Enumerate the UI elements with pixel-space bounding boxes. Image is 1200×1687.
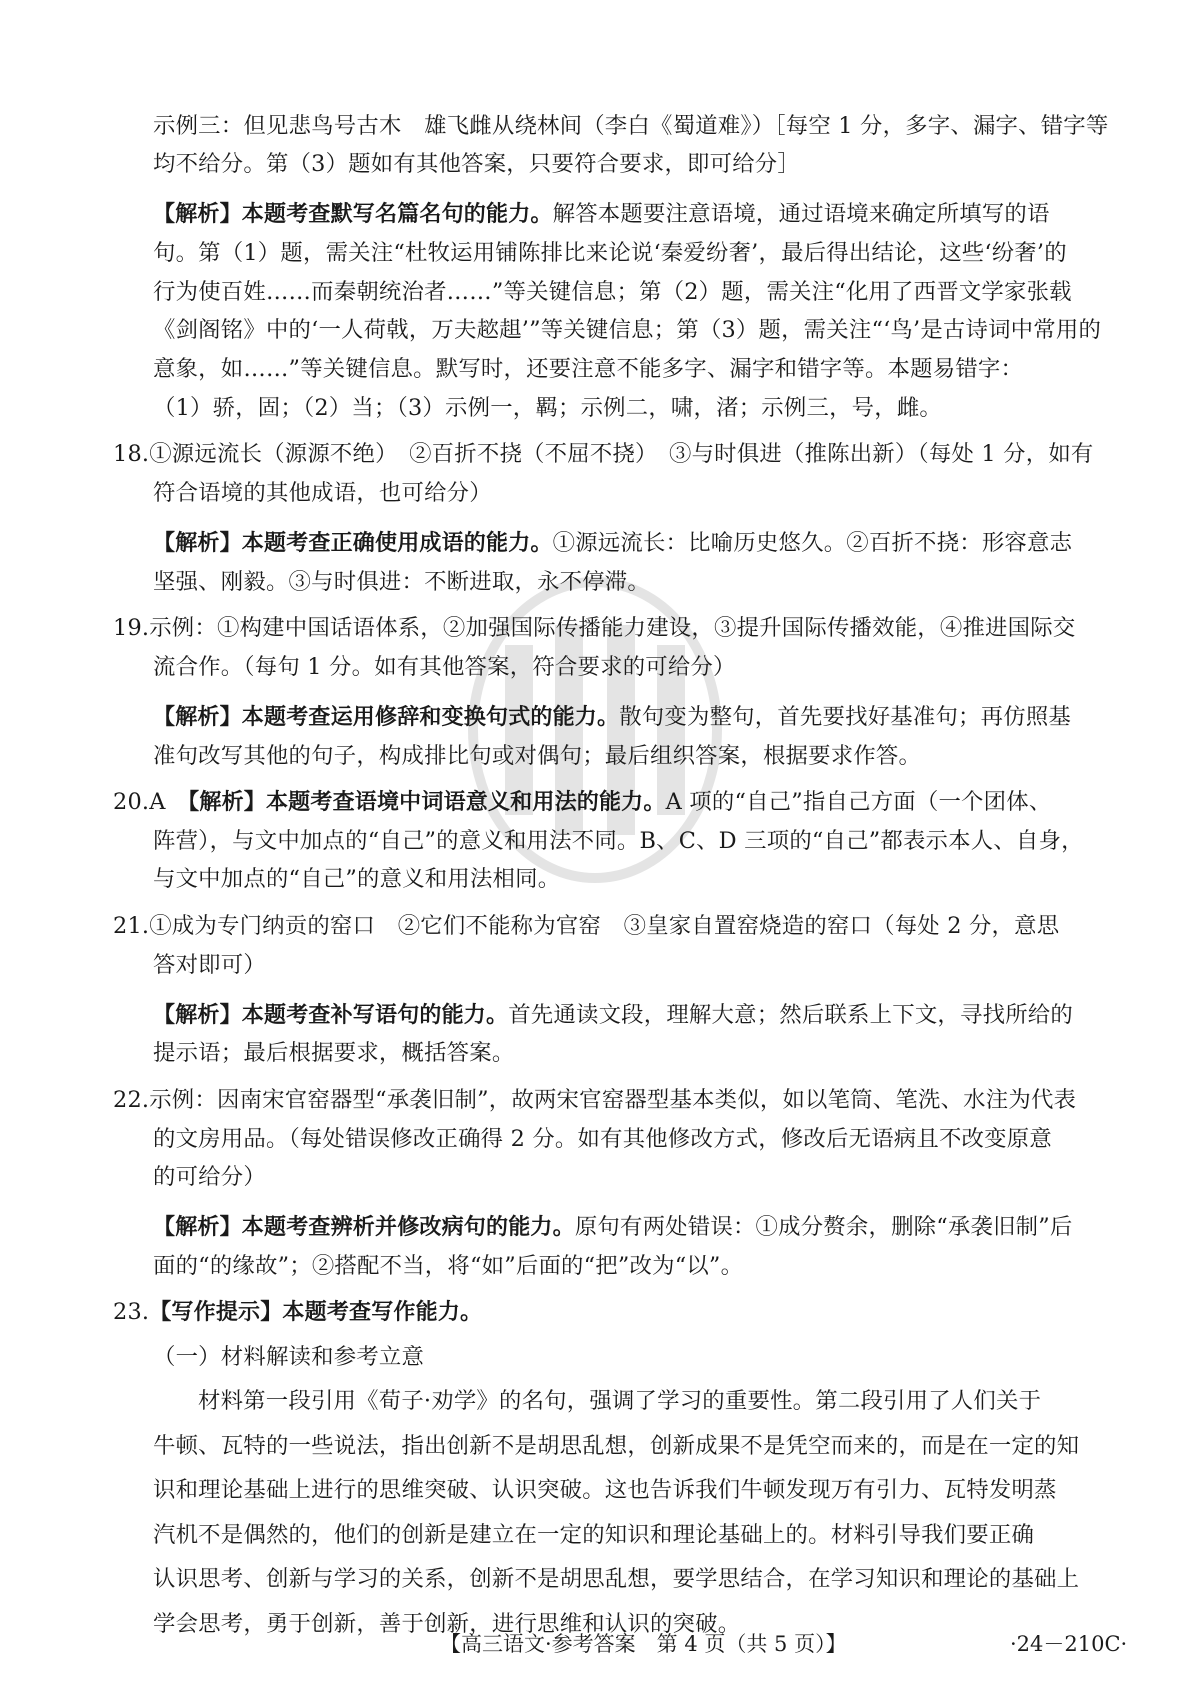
text-line [153, 1251, 1180, 1281]
line-text: 提示语；最后根据要求，概括答案。 [153, 1040, 515, 1066]
text-line [113, 1085, 1180, 1115]
text-line [153, 702, 1180, 733]
text-line [113, 439, 1180, 469]
text-line [153, 149, 1180, 179]
line-text: 坚强、刚毅。③与时俱进：不断进取，永不停滞。 [153, 569, 650, 595]
analysis-label: 【写作提示】本题考查写作能力。 [149, 1300, 483, 1325]
text-line [153, 1000, 1180, 1031]
line-text: 牛顿、瓦特的一些说法，指出创新不是胡思乱想，创新成果不是凭空而来的，而是在一定的知 [153, 1433, 1080, 1459]
text-line [153, 864, 1180, 894]
line-text: 均不给分。第（3）题如有其他答案，只要符合要求，即可给分］ [153, 151, 800, 177]
line-text: 23. [113, 1299, 150, 1325]
text-line [113, 787, 1180, 818]
text-line [153, 1038, 1180, 1068]
analysis-label: 【解析】本题考查默写名篇名句的能力。 [153, 202, 553, 227]
line-text: 与文中加点的“自己”的意义和用法相同。 [153, 866, 561, 892]
line-text: 学会思考，勇于创新，善于创新，进行思维和认识的突破。 [153, 1611, 741, 1637]
text-line [153, 528, 1180, 559]
line-text: 意象，如……”等关键信息。默写时，还要注意不能多字、漏字和错字等。本题易错字： [153, 356, 1024, 382]
line-text: 示例三：但见悲鸟号古木 雄飞雌从绕林间（李白《蜀道难》）［每空 1 分，多字、漏字、错字等 [153, 113, 1109, 139]
line-text: 《剑阁铭》中的‘一人荷戟，万夫趑趄’”等关键信息；第（3）题，需关注“‘鸟’是古诗词中常用的 [153, 317, 1102, 343]
text-line [153, 741, 1180, 771]
line-text: 21.①成为专门纳贡的窑口 ②它们不能称为官窑 ③皇家自置窑烧造的窑口（每处 2 分，意思 [113, 913, 1060, 939]
text-line [153, 354, 1180, 384]
text-line [153, 1431, 1180, 1461]
line-text: 22.示例：因南宋官窑器型“承袭旧制”，故两宋官窑器型基本类似，如以笔筒、笔洗、水注为代表 [113, 1087, 1077, 1113]
text-line [113, 911, 1180, 941]
line-text: 19.示例：①构建中国话语体系，②加强国际传播能力建设，③提升国际传播效能，④推进国际交 [113, 615, 1076, 641]
text-line [153, 111, 1180, 141]
line-text: 18.①源远流长（源源不绝） ②百折不挠（不屈不挠） ③与时俱进（推陈出新）（每处 1 分，如有 [113, 441, 1094, 467]
line-text: （一）材料解读和参考立意 [153, 1344, 425, 1370]
line-text: 句。第（1）题，需关注“杜牧运用铺陈排比来论说‘秦爱纷奢’，最后得出结论，这些‘纷奢’的 [153, 240, 1067, 266]
text-line [153, 652, 1180, 682]
text-line [153, 1520, 1180, 1550]
line-text: 散句变为整句，首先要找好基准句；再仿照基 [619, 704, 1072, 730]
analysis-label: 【解析】本题考查语境中词语意义和用法的能力。 [188, 790, 666, 815]
line-text: 的可给分） [153, 1164, 266, 1190]
footer-code: ·24－210C· [1010, 1632, 1128, 1656]
text-line [113, 1297, 1180, 1328]
line-text: 的文房用品。（每处错误修改正确得 2 分。如有其他修改方式，修改后无语病且不改变原意 [153, 1126, 1052, 1152]
text-line [153, 1162, 1180, 1192]
text-line [153, 1342, 1180, 1372]
line-text: 解答本题要注意语境，通过语境来确定所填写的语 [552, 201, 1050, 227]
text-line [153, 1475, 1180, 1505]
line-text: 汽机不是偶然的，他们的创新是建立在一定的知识和理论基础上的。材料引导我们要正确 [153, 1522, 1035, 1548]
text-line [153, 277, 1180, 307]
footer-page-info: 【高三语文·参考答案 第 4 页（共 5 页）】 [440, 1632, 847, 1656]
line-text: 20.A [113, 789, 189, 815]
text-line [198, 1386, 1180, 1416]
line-text: （1）骄，固；（2）当；（3）示例一，羁；示例二，啸，渚；示例三，号，雌。 [153, 395, 943, 421]
line-text: 符合语境的其他成语，也可给分） [153, 480, 492, 506]
page-footer [0, 1628, 1200, 1660]
line-text: 流合作。（每句 1 分。如有其他答案，符合要求的可给分） [153, 654, 736, 680]
text-line [153, 478, 1180, 508]
text-line [153, 1124, 1180, 1154]
line-text: A 项的“自己”指自己方面（一个团体、 [665, 789, 1052, 815]
text-line [153, 315, 1180, 345]
line-text: 认识思考、创新与学习的关系，创新不是胡思乱想，要学思结合，在学习知识和理论的基础上 [153, 1566, 1080, 1592]
line-text: 准句改写其他的句子，构成排比句或对偶句；最后组织答案，根据要求作答。 [153, 743, 922, 769]
line-text: ①源远流长：比喻历史悠久。②百折不挠：形容意志 [552, 530, 1073, 556]
line-text: 面的“的缘故”；②搭配不当，将“如”后面的“把”改为“以”。 [153, 1253, 744, 1279]
line-text: 阵营），与文中加点的“自己”的意义和用法不同。B、C、D 三项的“自己”都表示本人、自身， [153, 828, 1084, 854]
analysis-label: 【解析】本题考查辨析并修改病句的能力。 [153, 1215, 575, 1240]
text-line [153, 238, 1180, 268]
analysis-label: 【解析】本题考查正确使用成语的能力。 [153, 531, 553, 556]
text-line [153, 950, 1180, 980]
text-line [153, 567, 1180, 597]
line-text: 首先通读文段，理解大意；然后联系上下文，寻找所给的 [508, 1002, 1073, 1028]
text-line [153, 1212, 1180, 1243]
text-line [153, 199, 1180, 230]
analysis-label: 【解析】本题考查补写语句的能力。 [153, 1003, 509, 1028]
text-line [153, 393, 1180, 423]
analysis-label: 【解析】本题考查运用修辞和变换句式的能力。 [153, 705, 620, 730]
text-line [153, 1564, 1180, 1594]
line-text: 答对即可） [153, 952, 266, 978]
line-text: 原句有两处错误：①成分赘余，删除“承袭旧制”后 [574, 1214, 1073, 1240]
text-line [113, 613, 1180, 643]
line-text: 识和理论基础上进行的思维突破、认识突破。这也告诉我们牛顿发现万有引力、瓦特发明蒸 [153, 1477, 1057, 1503]
text-line [153, 826, 1180, 856]
line-text: 材料第一段引用《荀子·劝学》的名句，强调了学习的重要性。第二段引用了人们关于 [198, 1388, 1042, 1414]
line-text: 行为使百姓……而秦朝统治者……”等关键信息；第（2）题，需关注“化用了西晋文学家张载 [153, 279, 1072, 305]
